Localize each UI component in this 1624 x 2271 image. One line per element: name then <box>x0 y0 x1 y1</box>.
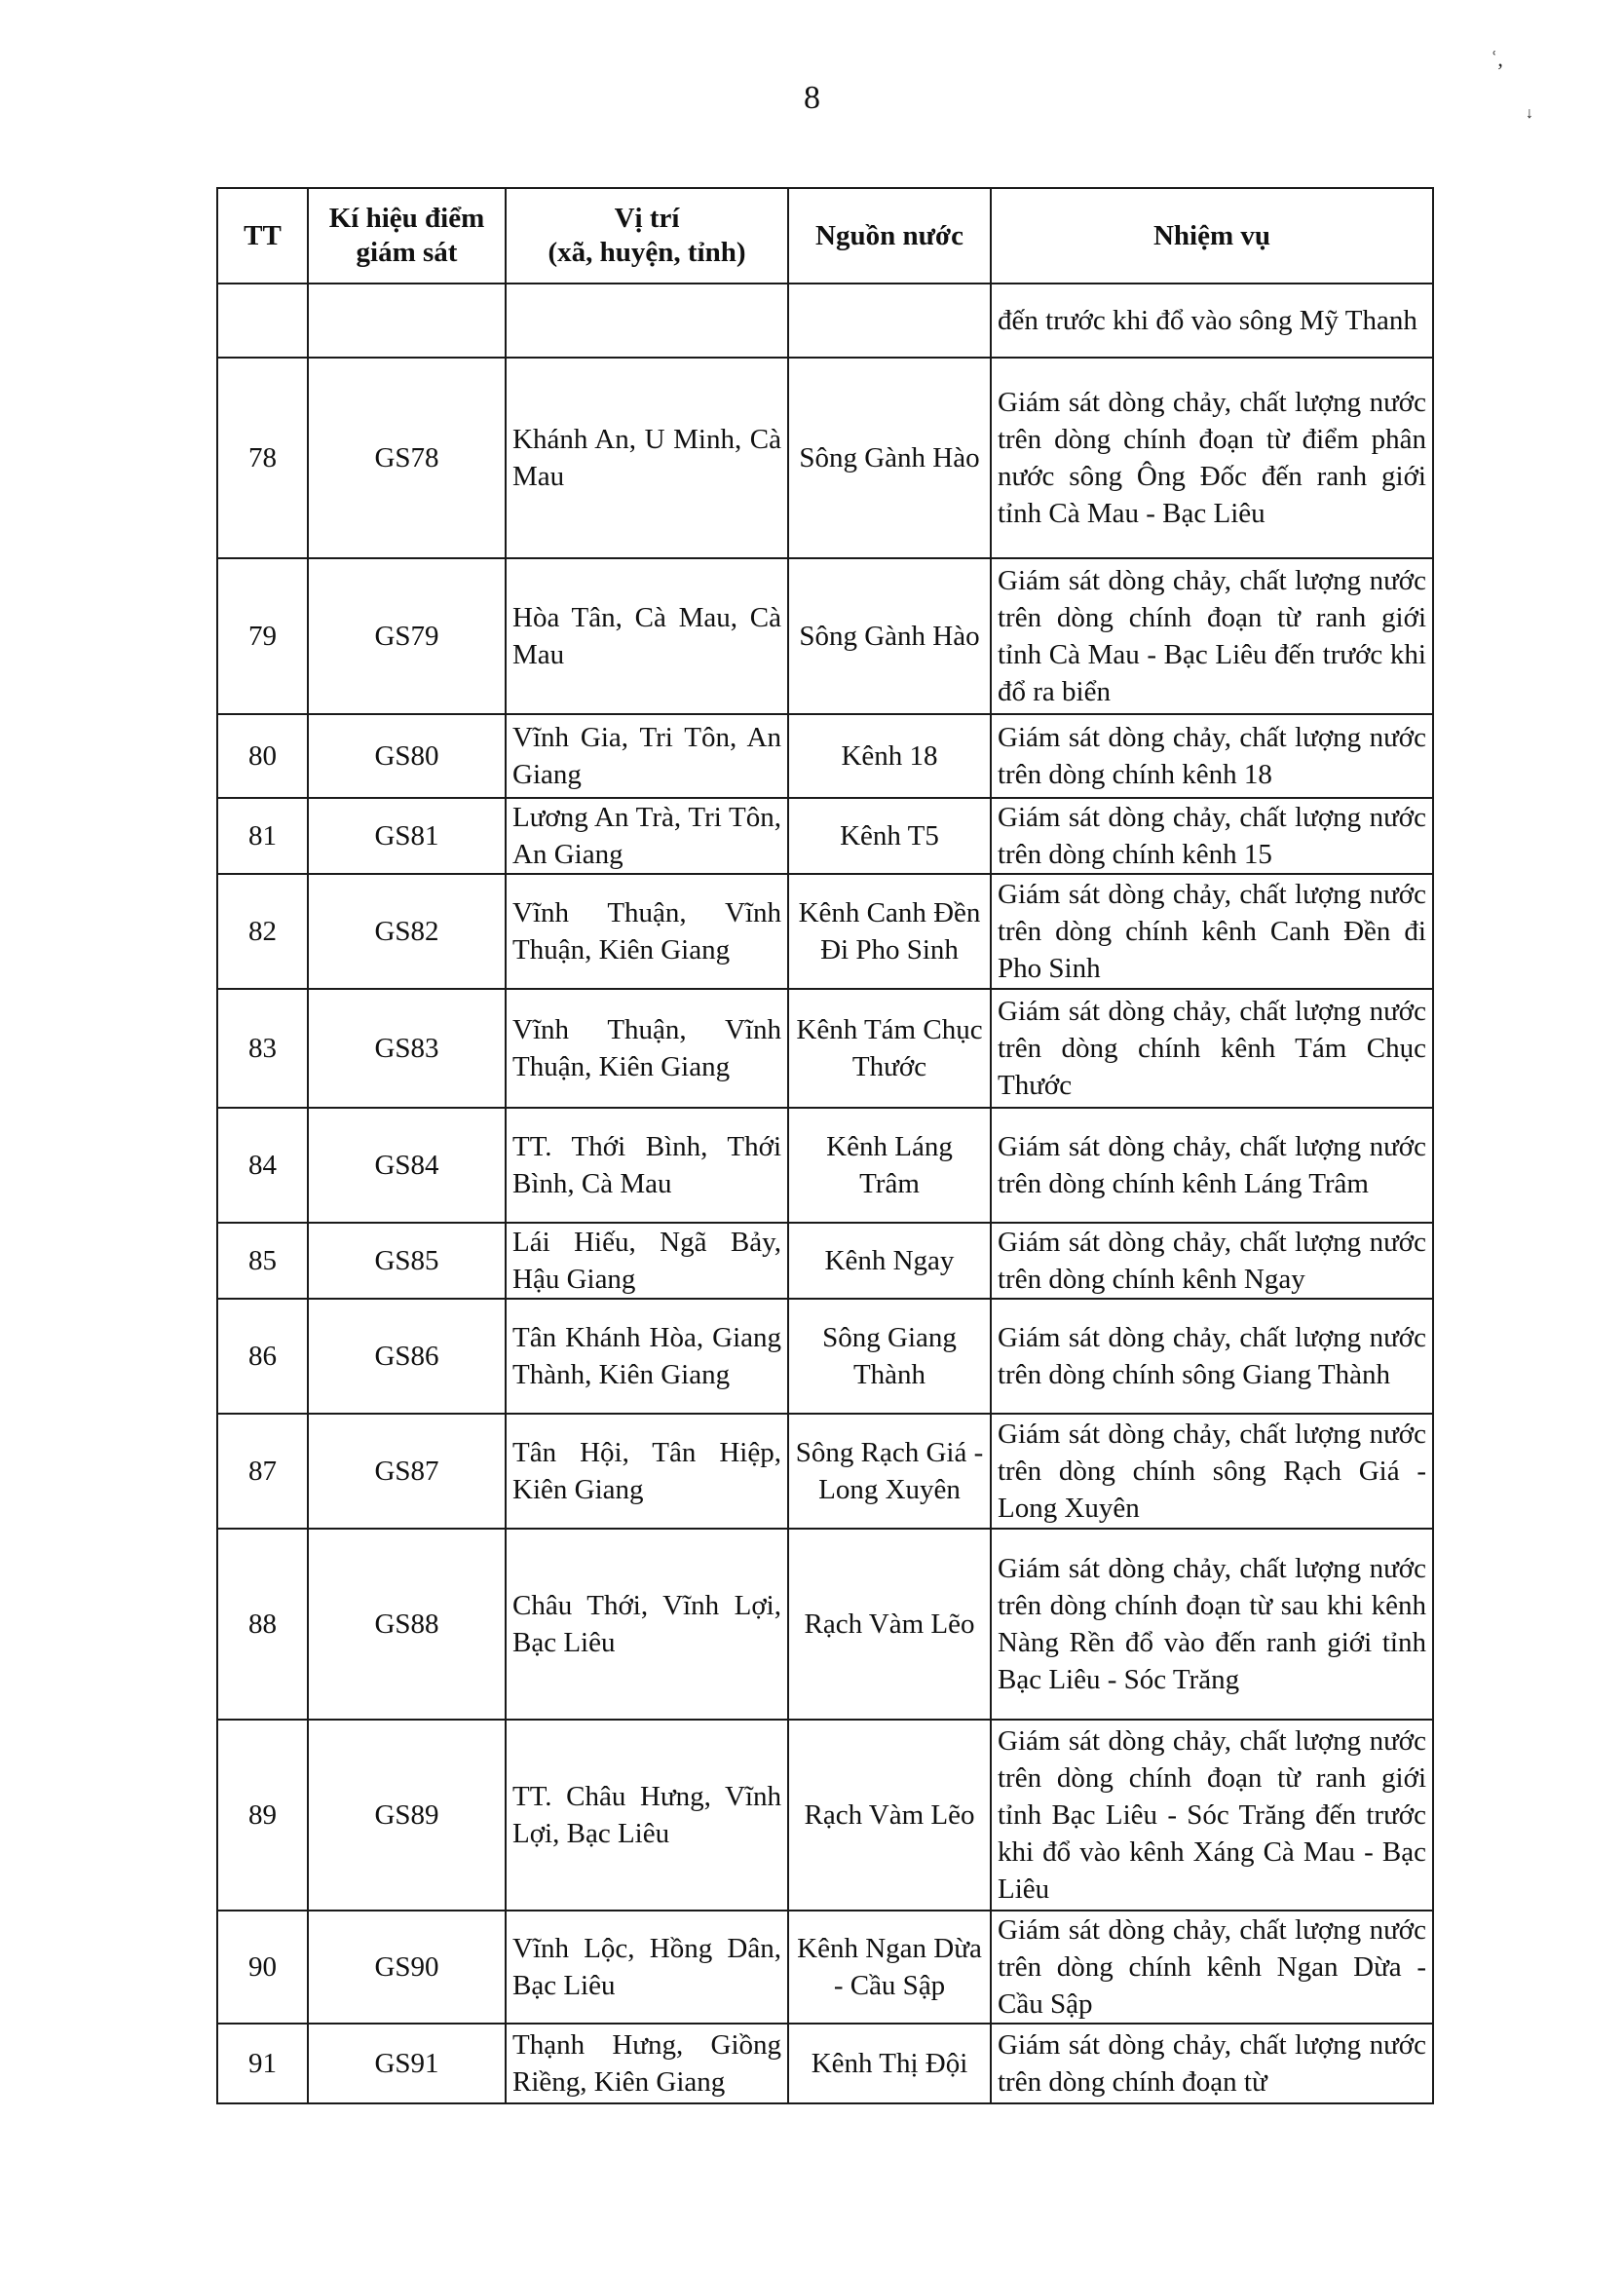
header-task: Nhiệm vụ <box>991 188 1433 284</box>
scan-mark: ↓ <box>1526 105 1533 122</box>
table-header-row <box>217 188 1433 284</box>
cell-tt: 89 <box>217 1720 308 1911</box>
cell-code: GS81 <box>308 798 506 874</box>
cell-code: GS84 <box>308 1108 506 1223</box>
cell-task: Giám sát dòng chảy, chất lượng nước trên dòng chính kênh Ngay <box>991 1223 1433 1299</box>
cell-location: Lái Hiếu, Ngã Bảy, Hậu Giang <box>506 1223 788 1299</box>
cell-location: Vĩnh Thuận, Vĩnh Thuận, Kiên Giang <box>506 989 788 1108</box>
cell-code: GS78 <box>308 358 506 558</box>
cell-tt: 78 <box>217 358 308 558</box>
cell-task: Giám sát dòng chảy, chất lượng nước trên dòng chính kênh 18 <box>991 714 1433 798</box>
cell-location: TT. Châu Hưng, Vĩnh Lợi, Bạc Liêu <box>506 1720 788 1911</box>
cell-source: Sông Gành Hào <box>788 558 991 714</box>
cell-location: Tân Hội, Tân Hiệp, Kiên Giang <box>506 1414 788 1529</box>
cell-tt: 87 <box>217 1414 308 1529</box>
cell-code <box>308 284 506 358</box>
cell-tt: 82 <box>217 874 308 989</box>
header-location-line1: Vị trí <box>614 203 680 234</box>
cell-task: Giám sát dòng chảy, chất lượng nước trên dòng chính kênh Láng Trâm <box>991 1108 1433 1223</box>
cell-tt: 86 <box>217 1299 308 1414</box>
cell-source: Rạch Vàm Lẽo <box>788 1720 991 1911</box>
cell-location: Châu Thới, Vĩnh Lợi, Bạc Liêu <box>506 1529 788 1720</box>
header-code: Kí hiệu điểm giám sát <box>308 188 506 284</box>
cell-code: GS80 <box>308 714 506 798</box>
cell-tt: 80 <box>217 714 308 798</box>
cell-source: Kênh Thị Đội <box>788 2024 991 2103</box>
cell-task: Giám sát dòng chảy, chất lượng nước trên dòng chính đoạn từ ranh giới tỉnh Bạc Liêu - Sóc Trăng đến trước khi đổ vào kênh Xáng Cà Mau - Bạc Liêu <box>991 1720 1433 1911</box>
cell-source: Sông Rạch Giá -Long Xuyên <box>788 1414 991 1529</box>
cell-source: Kênh 18 <box>788 714 991 798</box>
cell-source: Kênh Ngan Dừa - Cầu Sập <box>788 1911 991 2024</box>
header-location-line2: (xã, huyện, tỉnh) <box>548 237 746 268</box>
cell-location: Tân Khánh Hòa, Giang Thành, Kiên Giang <box>506 1299 788 1414</box>
cell-code: GS86 <box>308 1299 506 1414</box>
table-row <box>217 714 1433 798</box>
header-location <box>506 188 788 284</box>
cell-task: Giám sát dòng chảy, chất lượng nước trên dòng chính đoạn từ điểm phân nước sông Ông Đốc đến ranh giới tỉnh Cà Mau - Bạc Liêu <box>991 358 1433 558</box>
monitoring-points-table <box>216 187 1434 2104</box>
cell-task: Giám sát dòng chảy, chất lượng nước trên dòng chính đoạn từ ranh giới tỉnh Cà Mau - Bạc Liêu đến trước khi đổ ra biển <box>991 558 1433 714</box>
cell-source: Kênh Ngay <box>788 1223 991 1299</box>
cell-source: Kênh Láng Trâm <box>788 1108 991 1223</box>
scan-mark: ʿ, <box>1491 47 1503 71</box>
table-row <box>217 558 1433 714</box>
cell-location <box>506 284 788 358</box>
table-row <box>217 2024 1433 2103</box>
cell-location: Thạnh Hưng, Giồng Riềng, Kiên Giang <box>506 2024 788 2103</box>
cell-source: Rạch Vàm Lẽo <box>788 1529 991 1720</box>
cell-code: GS79 <box>308 558 506 714</box>
table-row <box>217 1720 1433 1911</box>
cell-task: Giám sát dòng chảy, chất lượng nước trên dòng chính sông Giang Thành <box>991 1299 1433 1414</box>
cell-task: đến trước khi đổ vào sông Mỹ Thanh <box>991 284 1433 358</box>
cell-tt: 84 <box>217 1108 308 1223</box>
table-row <box>217 1911 1433 2024</box>
cell-tt: 88 <box>217 1529 308 1720</box>
table-row <box>217 358 1433 558</box>
table-row-continuation <box>217 284 1433 358</box>
header-tt: TT <box>217 188 308 284</box>
table-row <box>217 989 1433 1108</box>
cell-source: Kênh T5 <box>788 798 991 874</box>
cell-code: GS87 <box>308 1414 506 1529</box>
cell-source <box>788 284 991 358</box>
cell-location: Hòa Tân, Cà Mau, Cà Mau <box>506 558 788 714</box>
cell-location: Vĩnh Lộc, Hồng Dân, Bạc Liêu <box>506 1911 788 2024</box>
cell-code: GS82 <box>308 874 506 989</box>
cell-tt: 90 <box>217 1911 308 2024</box>
cell-task: Giám sát dòng chảy, chất lượng nước trên dòng chính sông Rạch Giá - Long Xuyên <box>991 1414 1433 1529</box>
cell-code: GS91 <box>308 2024 506 2103</box>
cell-location: Khánh An, U Minh, Cà Mau <box>506 358 788 558</box>
table-row <box>217 1223 1433 1299</box>
cell-code: GS88 <box>308 1529 506 1720</box>
cell-tt: 85 <box>217 1223 308 1299</box>
table-row <box>217 874 1433 989</box>
cell-tt: 79 <box>217 558 308 714</box>
cell-task: Giám sát dòng chảy, chất lượng nước trên dòng chính kênh Tám Chục Thước <box>991 989 1433 1108</box>
cell-code: GS89 <box>308 1720 506 1911</box>
cell-code: GS83 <box>308 989 506 1108</box>
page-number: 8 <box>804 80 820 116</box>
cell-source: Sông Giang Thành <box>788 1299 991 1414</box>
table-row <box>217 798 1433 874</box>
table-row <box>217 1414 1433 1529</box>
cell-tt: 83 <box>217 989 308 1108</box>
cell-tt: 81 <box>217 798 308 874</box>
cell-code: GS85 <box>308 1223 506 1299</box>
cell-task: Giám sát dòng chảy, chất lượng nước trên dòng chính kênh Canh Đền đi Pho Sinh <box>991 874 1433 989</box>
cell-task: Giám sát dòng chảy, chất lượng nước trên dòng chính đoạn từ <box>991 2024 1433 2103</box>
cell-task: Giám sát dòng chảy, chất lượng nước trên dòng chính kênh Ngan Dừa - Cầu Sập <box>991 1911 1433 2024</box>
table-row <box>217 1529 1433 1720</box>
cell-source: Kênh Canh Đền Đi Pho Sinh <box>788 874 991 989</box>
cell-tt: 91 <box>217 2024 308 2103</box>
table-row <box>217 1299 1433 1414</box>
cell-task: Giám sát dòng chảy, chất lượng nước trên dòng chính đoạn từ sau khi kênh Nàng Rền đổ vào đến ranh giới tỉnh Bạc Liêu - Sóc Trăng <box>991 1529 1433 1720</box>
cell-task: Giám sát dòng chảy, chất lượng nước trên dòng chính kênh 15 <box>991 798 1433 874</box>
cell-tt <box>217 284 308 358</box>
cell-location: Lương An Trà, Tri Tôn, An Giang <box>506 798 788 874</box>
header-source: Nguồn nước <box>788 188 991 284</box>
cell-source: Sông Gành Hào <box>788 358 991 558</box>
cell-location: TT. Thới Bình, Thới Bình, Cà Mau <box>506 1108 788 1223</box>
cell-location: Vĩnh Gia, Tri Tôn, An Giang <box>506 714 788 798</box>
cell-location: Vĩnh Thuận, Vĩnh Thuận, Kiên Giang <box>506 874 788 989</box>
cell-source: Kênh Tám Chục Thước <box>788 989 991 1108</box>
table-row <box>217 1108 1433 1223</box>
cell-code: GS90 <box>308 1911 506 2024</box>
